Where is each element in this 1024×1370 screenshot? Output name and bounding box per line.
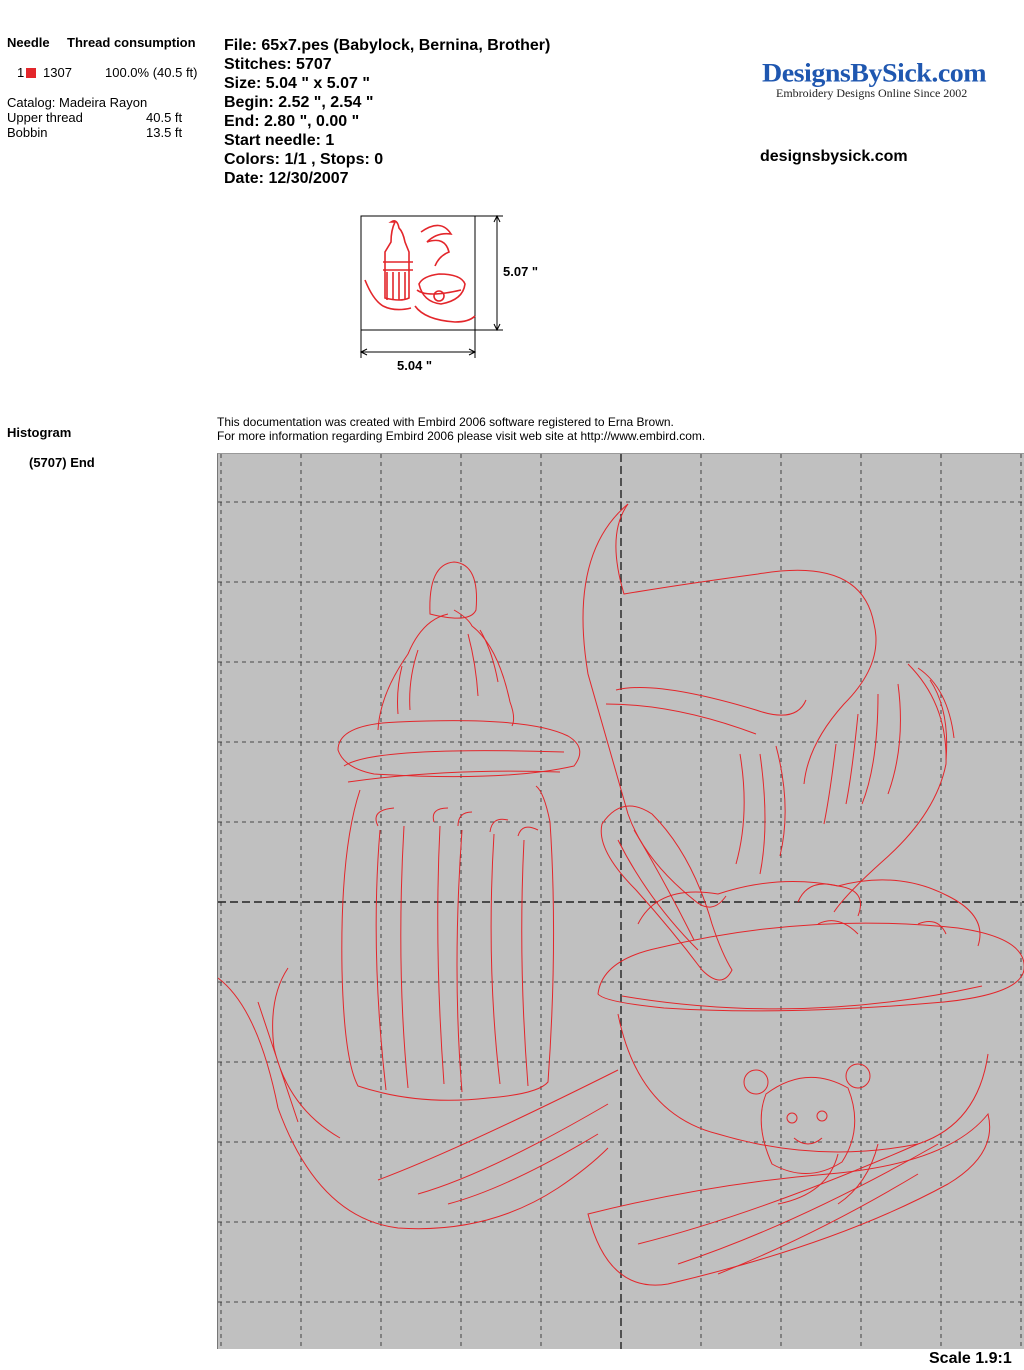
- credit-line-2: For more information regarding Embird 2006 please visit web site at http://www.embird.com.: [217, 429, 706, 443]
- teddy-bear-face: [744, 1064, 870, 1174]
- thread-consumption-header: Thread consumption: [67, 35, 196, 50]
- preview-height-label: 5.07 ": [503, 264, 539, 279]
- bobbin-label: Bobbin: [7, 125, 48, 140]
- brand-logo-text: DesignsBySick.com: [762, 58, 987, 89]
- credit-line-1: This documentation was created with Embird 2006 software registered to Erna Brown.: [217, 415, 674, 429]
- design-date: Date: 12/30/2007: [224, 170, 349, 187]
- needle-number: 1: [17, 65, 25, 80]
- begin-point: Begin: 2.52 ", 2.54 ": [224, 94, 374, 111]
- website-link[interactable]: designsbysick.com: [760, 148, 908, 165]
- bowl: [598, 923, 1024, 1011]
- stitch-count: Stitches: 5707: [224, 56, 332, 73]
- thread-percent: 100.0% (40.5 ft): [105, 65, 198, 80]
- design-preview: [355, 210, 565, 380]
- upper-thread-label: Upper thread: [7, 110, 83, 125]
- thread-catalog: Catalog: Madeira Rayon: [7, 95, 148, 110]
- design-artwork: [218, 454, 1024, 1349]
- credits: [217, 415, 705, 443]
- scale-label: Scale 1.9:1: [929, 1350, 1012, 1367]
- upper-thread-value: 40.5 ft: [146, 110, 183, 125]
- bottle-ring: [338, 721, 580, 777]
- thread-color-swatch: [26, 68, 36, 78]
- bobbin-value: 13.5 ft: [146, 125, 183, 140]
- design-canvas: [217, 453, 1024, 1349]
- brand-logo: [762, 58, 1002, 101]
- needle-header: Needle: [7, 35, 50, 50]
- brand-tagline: Embroidery Designs Online Since 2002: [776, 86, 968, 100]
- needle-row: [17, 65, 36, 80]
- file-name: File: 65x7.pes (Babylock, Bernina, Brother): [224, 37, 551, 54]
- colors-stops: Colors: 1/1 , Stops: 0: [224, 151, 384, 168]
- histogram-title: Histogram: [7, 425, 72, 440]
- histogram-entry: (5707) End: [29, 455, 95, 470]
- file-info-block: [224, 36, 550, 188]
- thread-color-code: 1307: [43, 65, 72, 80]
- bottle-nipple: [430, 562, 477, 618]
- end-point: End: 2.80 ", 0.00 ": [224, 113, 360, 130]
- preview-width-label: 5.04 ": [397, 358, 433, 373]
- start-needle: Start needle: 1: [224, 132, 335, 149]
- design-size: Size: 5.04 " x 5.07 ": [224, 75, 370, 92]
